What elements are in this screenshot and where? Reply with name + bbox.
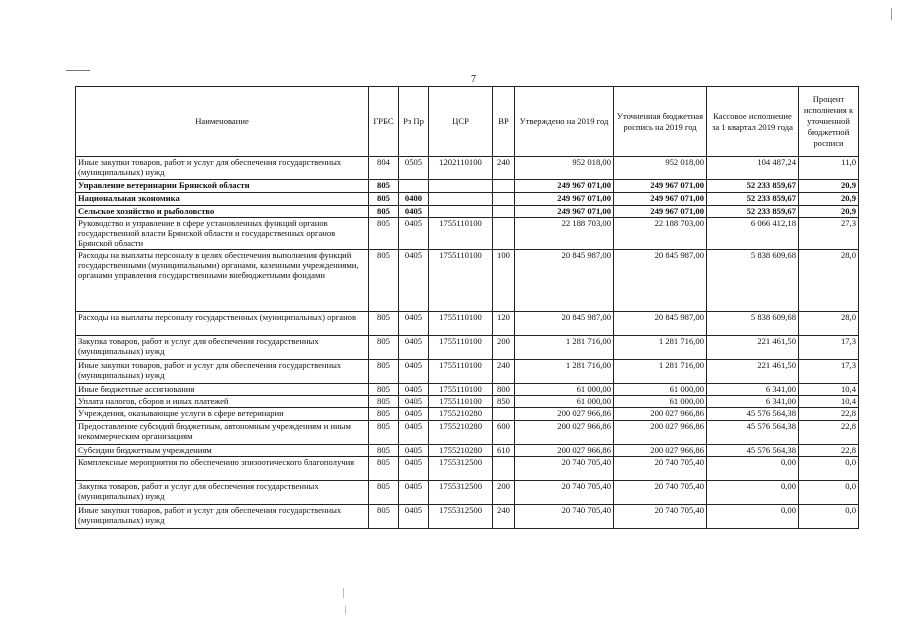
cell-name: Закупка товаров, работ и услуг для обеспечения государственных (муниципальных) нужд (76, 336, 369, 360)
cell-vr: 200 (493, 336, 515, 360)
cell-cash: 6 341,00 (707, 396, 799, 408)
cell-percent: 28,0 (799, 312, 859, 336)
cell-name: Расходы на выплаты персоналу в целях обеспечения выполнения функций государственными (муниципальными) органами, казенными учреждениями, органами управления государственными внебюджетными фондами (76, 250, 369, 312)
cell-percent: 10,4 (799, 384, 859, 396)
table-row (76, 396, 859, 408)
cell-percent: 0,0 (799, 457, 859, 481)
cell-cash: 0,00 (707, 481, 799, 505)
cell-csr: 1755110100 (429, 312, 493, 336)
cell-vr (493, 180, 515, 193)
cell-name: Комплексные мероприятия по обеспечению эпизоотического благополучия (76, 457, 369, 481)
top-rule (66, 70, 90, 71)
cell-name: Иные закупки товаров, работ и услуг для обеспечения государственных (муниципальных) нужд (76, 505, 369, 529)
budget-table (75, 86, 859, 529)
cell-rzpr: 0405 (399, 206, 429, 218)
header-percent: Процент исполнения к уточненной бюджетной росписи (799, 87, 859, 157)
cell-grbs: 805 (369, 336, 399, 360)
cell-cash: 45 576 564,38 (707, 408, 799, 421)
cell-refined: 952 018,00 (614, 157, 707, 180)
cell-vr: 100 (493, 250, 515, 312)
cell-percent: 0,0 (799, 505, 859, 529)
cell-name: Уплата налогов, сборов и иных платежей (76, 396, 369, 408)
header-name: Наименование (76, 87, 369, 157)
cell-grbs: 805 (369, 505, 399, 529)
cell-vr: 240 (493, 157, 515, 180)
cell-grbs: 805 (369, 180, 399, 193)
cell-approved: 1 281 716,00 (515, 360, 614, 384)
cell-refined: 20 740 705,40 (614, 457, 707, 481)
cell-refined: 1 281 716,00 (614, 336, 707, 360)
cell-name: Национальная экономика (76, 193, 369, 206)
table-row (76, 360, 859, 384)
cell-csr: 1755110100 (429, 360, 493, 384)
cell-vr: 850 (493, 396, 515, 408)
cell-approved: 200 027 966,86 (515, 408, 614, 421)
cell-percent: 27,3 (799, 218, 859, 250)
cell-cash: 0,00 (707, 505, 799, 529)
cell-refined: 20 740 705,40 (614, 481, 707, 505)
cell-percent: 22,8 (799, 408, 859, 421)
table-row (76, 384, 859, 396)
cell-rzpr: 0400 (399, 193, 429, 206)
cell-approved: 61 000,00 (515, 384, 614, 396)
cell-name: Управление ветеринарии Брянской области (76, 180, 369, 193)
cell-approved: 249 967 071,00 (515, 193, 614, 206)
table-row (76, 408, 859, 421)
cell-rzpr: 0505 (399, 157, 429, 180)
cell-csr: 1755110100 (429, 384, 493, 396)
cell-name: Руководство и управление в сфере установленных функций органов государственной власти Брянской области и государственных органов Брянской области (76, 218, 369, 250)
cell-rzpr: 0405 (399, 218, 429, 250)
cell-grbs: 805 (369, 250, 399, 312)
scan-artifact (343, 588, 344, 598)
cell-refined: 1 281 716,00 (614, 360, 707, 384)
cell-approved: 249 967 071,00 (515, 180, 614, 193)
cell-percent: 20,9 (799, 193, 859, 206)
cell-vr: 200 (493, 481, 515, 505)
cell-approved: 952 018,00 (515, 157, 614, 180)
header-approved: Утверждено на 2019 год (515, 87, 614, 157)
cell-refined: 249 967 071,00 (614, 206, 707, 218)
table-row (76, 505, 859, 529)
cell-grbs: 805 (369, 384, 399, 396)
cell-refined: 200 027 966,86 (614, 421, 707, 445)
cell-refined: 20 740 705,40 (614, 505, 707, 529)
cell-refined: 61 000,00 (614, 396, 707, 408)
cell-approved: 20 845 987,00 (515, 312, 614, 336)
cell-refined: 200 027 966,86 (614, 445, 707, 457)
cell-grbs: 805 (369, 396, 399, 408)
cell-grbs: 805 (369, 421, 399, 445)
cell-cash: 45 576 564,38 (707, 421, 799, 445)
cell-name: Иные закупки товаров, работ и услуг для обеспечения государственных (муниципальных) нужд (76, 360, 369, 384)
cell-approved: 200 027 966,86 (515, 421, 614, 445)
cell-approved: 249 967 071,00 (515, 206, 614, 218)
scan-artifact (345, 606, 346, 614)
cell-rzpr: 0405 (399, 384, 429, 396)
cell-vr: 800 (493, 384, 515, 396)
header-rzpr: Рз Пр (399, 87, 429, 157)
cell-grbs: 805 (369, 312, 399, 336)
cell-name: Предоставление субсидий бюджетным, автономным учреждениям и иным некоммерческим организациям (76, 421, 369, 445)
table-row (76, 193, 859, 206)
cell-grbs: 805 (369, 218, 399, 250)
table-row (76, 421, 859, 445)
cell-percent: 17,3 (799, 360, 859, 384)
header-grbs: ГРБС (369, 87, 399, 157)
cell-grbs: 804 (369, 157, 399, 180)
cell-rzpr: 0405 (399, 408, 429, 421)
cell-refined: 20 845 987,00 (614, 312, 707, 336)
cell-name: Иные закупки товаров, работ и услуг для обеспечения государственных (муниципальных) нужд (76, 157, 369, 180)
cell-percent: 22,8 (799, 445, 859, 457)
page-number: 7 (471, 74, 476, 85)
cell-grbs: 805 (369, 481, 399, 505)
cell-percent: 10,4 (799, 396, 859, 408)
cell-csr: 1755210280 (429, 408, 493, 421)
cell-rzpr: 0405 (399, 481, 429, 505)
cell-rzpr: 0405 (399, 396, 429, 408)
cell-approved: 200 027 966,86 (515, 445, 614, 457)
table-row (76, 250, 859, 312)
cell-csr: 1755210280 (429, 421, 493, 445)
cell-name: Расходы на выплаты персоналу государственных (муниципальных) органов (76, 312, 369, 336)
cell-rzpr: 0405 (399, 445, 429, 457)
cell-csr: 1755110100 (429, 218, 493, 250)
cell-percent: 22,8 (799, 421, 859, 445)
cell-percent: 17,3 (799, 336, 859, 360)
cell-approved: 22 188 703,00 (515, 218, 614, 250)
cell-approved: 61 000,00 (515, 396, 614, 408)
cell-rzpr: 0405 (399, 360, 429, 384)
cell-csr (429, 180, 493, 193)
cell-vr (493, 457, 515, 481)
cell-rzpr: 0405 (399, 505, 429, 529)
cell-cash: 5 838 609,68 (707, 312, 799, 336)
cell-percent: 20,9 (799, 180, 859, 193)
cell-vr: 600 (493, 421, 515, 445)
cell-percent: 0,0 (799, 481, 859, 505)
cell-vr: 240 (493, 505, 515, 529)
cell-percent: 11,0 (799, 157, 859, 180)
cell-grbs: 805 (369, 408, 399, 421)
cell-cash: 52 233 859,67 (707, 193, 799, 206)
cell-rzpr (399, 180, 429, 193)
cell-grbs: 805 (369, 193, 399, 206)
table-row (76, 206, 859, 218)
cell-approved: 20 740 705,40 (515, 481, 614, 505)
cell-csr: 1755210280 (429, 445, 493, 457)
cell-approved: 1 281 716,00 (515, 336, 614, 360)
table-row (76, 481, 859, 505)
cell-refined: 249 967 071,00 (614, 180, 707, 193)
table-header-row (76, 87, 859, 157)
header-refined: Уточненная бюджетная роспись на 2019 год (614, 87, 707, 157)
table-row (76, 445, 859, 457)
table-row (76, 157, 859, 180)
cell-cash: 5 838 609,68 (707, 250, 799, 312)
cell-grbs: 805 (369, 360, 399, 384)
cell-csr: 1202110100 (429, 157, 493, 180)
cell-refined: 20 845 987,00 (614, 250, 707, 312)
cell-rzpr: 0405 (399, 250, 429, 312)
cell-rzpr: 0405 (399, 336, 429, 360)
cell-name: Субсидии бюджетным учреждениям (76, 445, 369, 457)
cell-vr: 240 (493, 360, 515, 384)
cell-vr (493, 408, 515, 421)
cell-rzpr: 0405 (399, 457, 429, 481)
cell-name: Сельское хозяйство и рыболовство (76, 206, 369, 218)
cell-approved: 20 740 705,40 (515, 505, 614, 529)
cell-approved: 20 845 987,00 (515, 250, 614, 312)
cell-cash: 6 341,00 (707, 384, 799, 396)
cell-grbs: 805 (369, 445, 399, 457)
cell-name: Учреждения, оказывающие услуги в сфере ветеринарии (76, 408, 369, 421)
cell-percent: 28,0 (799, 250, 859, 312)
cell-csr: 1755110100 (429, 250, 493, 312)
cell-refined: 249 967 071,00 (614, 193, 707, 206)
table-row (76, 180, 859, 193)
cell-csr: 1755110100 (429, 336, 493, 360)
header-cash: Кассовое исполнение за 1 квартал 2019 года (707, 87, 799, 157)
cell-grbs: 805 (369, 457, 399, 481)
table-row (76, 218, 859, 250)
cell-vr: 120 (493, 312, 515, 336)
cell-cash: 104 487,24 (707, 157, 799, 180)
cell-grbs: 805 (369, 206, 399, 218)
cell-rzpr: 0405 (399, 421, 429, 445)
cell-cash: 0,00 (707, 457, 799, 481)
cell-refined: 22 188 703,00 (614, 218, 707, 250)
cell-csr: 1755312500 (429, 505, 493, 529)
cell-percent: 20,9 (799, 206, 859, 218)
cell-cash: 221 461,50 (707, 360, 799, 384)
cell-vr (493, 193, 515, 206)
cell-vr (493, 206, 515, 218)
cell-csr (429, 193, 493, 206)
cell-cash: 6 066 412,18 (707, 218, 799, 250)
cell-csr (429, 206, 493, 218)
cell-vr (493, 218, 515, 250)
cell-cash: 52 233 859,67 (707, 180, 799, 193)
table-row (76, 312, 859, 336)
cell-vr: 610 (493, 445, 515, 457)
cell-csr: 1755312500 (429, 457, 493, 481)
cell-name: Иные бюджетные ассигнования (76, 384, 369, 396)
cell-csr: 1755110100 (429, 396, 493, 408)
cell-name: Закупка товаров, работ и услуг для обеспечения государственных (муниципальных) нужд (76, 481, 369, 505)
cell-cash: 221 461,50 (707, 336, 799, 360)
cell-rzpr: 0405 (399, 312, 429, 336)
cell-cash: 52 233 859,67 (707, 206, 799, 218)
header-vr: ВР (493, 87, 515, 157)
table-row (76, 457, 859, 481)
header-csr: ЦСР (429, 87, 493, 157)
cell-approved: 20 740 705,40 (515, 457, 614, 481)
cell-cash: 45 576 564,38 (707, 445, 799, 457)
cell-refined: 61 000,00 (614, 384, 707, 396)
table-row (76, 336, 859, 360)
cell-csr: 1755312500 (429, 481, 493, 505)
scan-edge-mark (891, 8, 892, 20)
cell-refined: 200 027 966,86 (614, 408, 707, 421)
